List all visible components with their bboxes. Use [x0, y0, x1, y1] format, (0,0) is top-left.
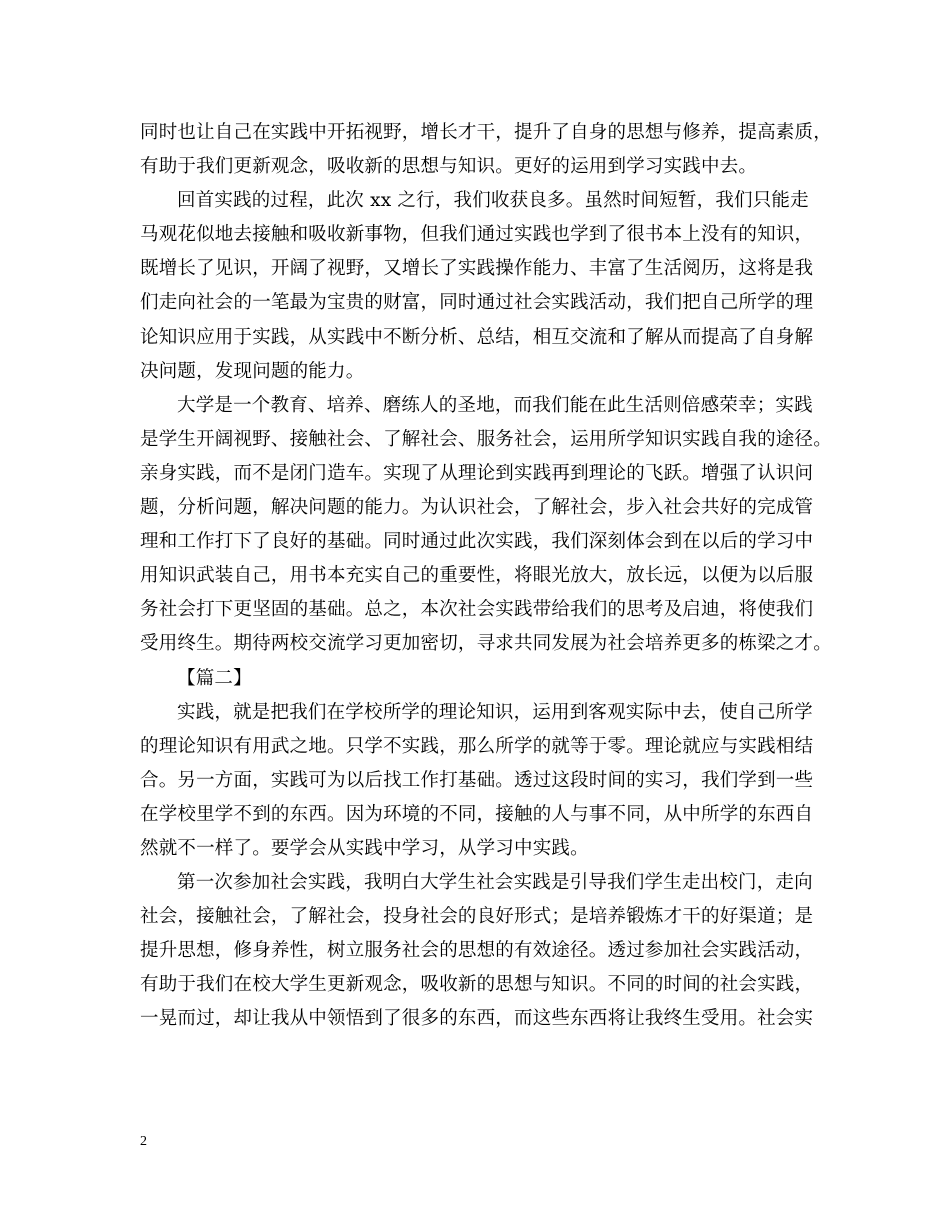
text-line: 第一次参加社会实践，我明白大学生社会实践是引导我们学生走出校门，走向: [177, 872, 813, 894]
text-line: 理和工作打下了良好的基础。同时通过此次实践，我们深刻体会到在以后的学习中: [140, 531, 814, 553]
text-line: 是学生开阔视野、接触社会、了解社会、服务社会，运用所学知识实践自我的途径。: [140, 428, 832, 450]
text-line: 一晃而过，却让我从中领悟到了很多的东西，而这些东西将让我终生受用。社会实: [140, 1008, 814, 1030]
text-line: 社会，接触社会，了解社会，投身社会的良好形式；是培养锻炼才干的好渠道；是: [140, 906, 814, 928]
body-text: [140, 116, 830, 1037]
text-line: 决问题，发现问题的能力。: [140, 360, 365, 382]
text-line: 同时也让自己在实践中开拓视野，增长才干，提升了自身的思想与修养，提高素质，: [140, 122, 832, 143]
text-line: 的理论知识有用武之地。只学不实践，那么所学的就等于零。理论就应与实践相结: [140, 735, 814, 757]
text-line: 题，分析问题，解决问题的能力。为认识社会，了解社会，步入社会共好的完成管: [140, 497, 814, 519]
page-number: 2: [140, 1134, 147, 1149]
text-line: 马观花似地去接触和吸收新事物，但我们通过实践也学到了很书本上没有的知识，: [140, 224, 814, 246]
text-line: 用知识武装自己，用书本充实自己的重要性，将眼光放大，放长远，以便为以后服: [140, 565, 814, 587]
text-line: 大学是一个教育、培养、磨练人的圣地，而我们能在此生活则倍感荣幸；实践: [177, 394, 813, 416]
text-line: 在学校里学不到的东西。因为环境的不同，接触的人与事不同，从中所学的东西自: [140, 803, 814, 825]
text-line: 合。另一方面，实践可为以后找工作打基础。透过这段时间的实习，我们学到一些: [140, 769, 814, 791]
text-line: 有助于我们在校大学生更新观念，吸收新的思想与知识。不同的时间的社会实践，: [140, 974, 814, 996]
text-line: 们走向社会的一笔最为宝贵的财富，同时通过社会实践活动，我们把自己所学的理: [140, 292, 814, 314]
text-line: 既增长了见识，开阔了视野，又增长了实践操作能力、丰富了生活阅历，这将是我: [140, 258, 814, 280]
text-line: 亲身实践，而不是闭门造车。实现了从理论到实践再到理论的飞跃。增强了认识问: [140, 462, 814, 484]
text-line: 提升思想，修身养性，树立服务社会的思想的有效途径。透过参加社会实践活动，: [140, 940, 814, 962]
text-line: 回首实践的过程，此次 xx 之行，我们收获良多。虽然时间短暂，我们只能走: [177, 190, 809, 212]
text-line: 实践，就是把我们在学校所学的理论知识，运用到客观实际中去，使自己所学: [177, 701, 813, 723]
text-line: 有助于我们更新观念，吸收新的思想与知识。更好的运用到学习实践中去。: [140, 156, 758, 178]
text-line: 论知识应用于实践，从实践中不断分析、总结，相互交流和了解从而提高了自身解: [140, 326, 814, 348]
text-line: 受用终生。期待两校交流学习更加密切，寻求共同发展为社会培养更多的栋梁之才。: [140, 633, 832, 655]
text-line: 务社会打下更坚固的基础。总之，本次社会实践带给我们的思考及启迪，将使我们: [140, 599, 814, 621]
text-line: 然就不一样了。要学会从实践中学习，从学习中实践。: [140, 837, 589, 859]
section-heading: 【篇二】: [177, 667, 252, 689]
